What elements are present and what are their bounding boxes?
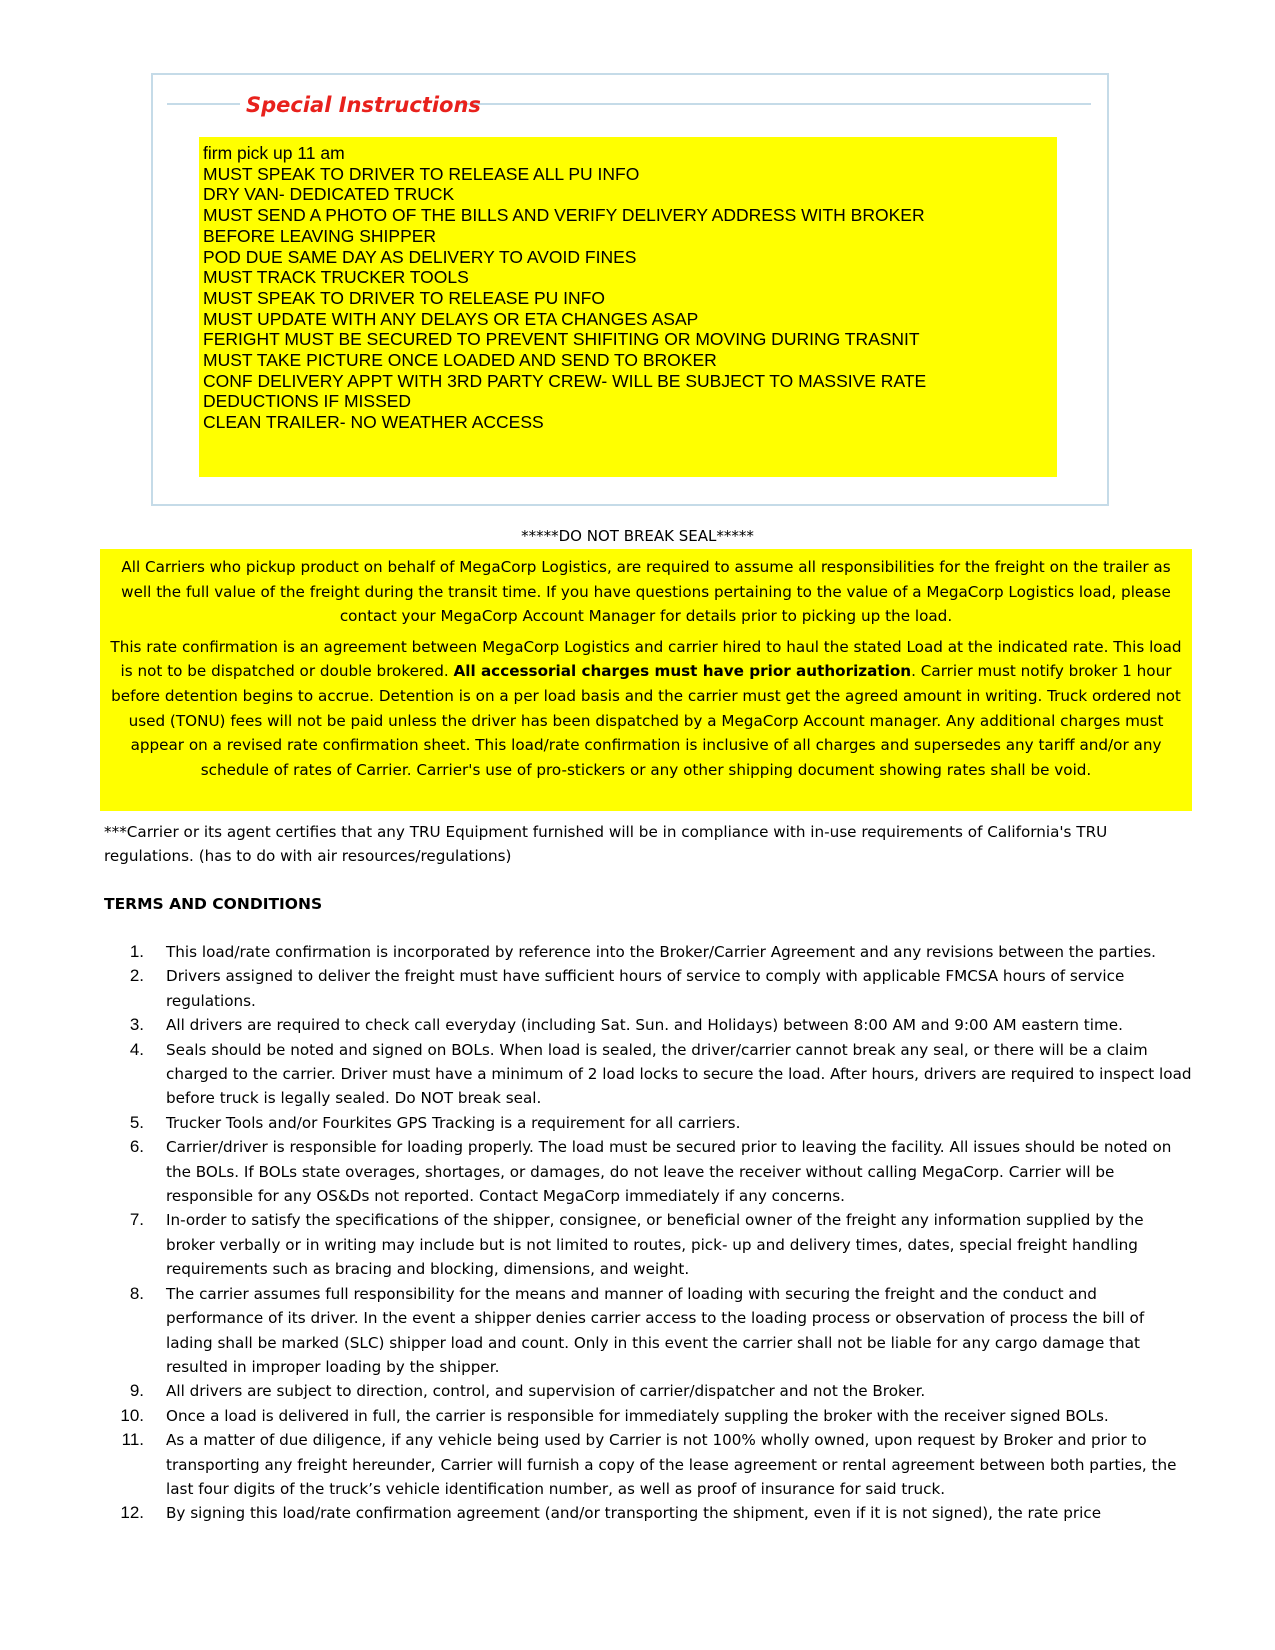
- terms-item-number: 7.: [129, 1210, 144, 1230]
- instruction-line: MUST TAKE PICTURE ONCE LOADED AND SEND TO BROKER: [203, 350, 717, 371]
- instruction-line: DEDUCTIONS IF MISSED: [203, 391, 412, 412]
- terms-item: [104, 964, 1194, 1013]
- instruction-line: FERIGHT MUST BE SECURED TO PREVENT SHIFITING OR MOVING DURING TRASNIT: [203, 329, 920, 350]
- terms-item-text: Trucker Tools and/or Fourkites GPS Tracking is a requirement for all carriers.: [166, 1113, 741, 1132]
- instruction-line: MUST SEND A PHOTO OF THE BILLS AND VERIFY DELIVERY ADDRESS WITH BROKER: [203, 205, 925, 226]
- instruction-line: MUST SPEAK TO DRIVER TO RELEASE ALL PU INFO: [203, 163, 640, 184]
- carrier-notice-box: [100, 549, 1192, 811]
- special-instructions-box: [199, 137, 1057, 477]
- terms-item-number: 6.: [129, 1137, 144, 1157]
- terms-list: [104, 940, 1194, 1526]
- terms-item-number: 9.: [129, 1381, 144, 1401]
- terms-item-text: By signing this load/rate confirmation agreement (and/or transporting the shipment, even if it is not signed), the rate price: [166, 1504, 1102, 1523]
- terms-item-text: All drivers are required to check call everyday (including Sat. Sun. and Holidays) between 8:00 AM and 9:00 AM eastern time.: [166, 1016, 1123, 1035]
- terms-item: [104, 1282, 1194, 1380]
- notice-paragraph: [108, 635, 1184, 783]
- accessorial-warning: All accessorial charges must have prior authorization: [453, 662, 912, 681]
- instruction-line: MUST UPDATE WITH ANY DELAYS OR ETA CHANGES ASAP: [203, 308, 699, 329]
- terms-item: [104, 1379, 1194, 1403]
- terms-item-text: Carrier/driver is responsible for loading properly. The load must be secured prior to leaving the facility. All issues should be noted on the BOLs. If BOLs state overages, shortages, or damages, do not leave the receiver without calling MegaCorp. Carrier will be responsible for any OS&Ds not reported. Contact MegaCorp immediately if any concerns.: [166, 1138, 1172, 1206]
- terms-item-number: 10.: [120, 1405, 144, 1425]
- terms-item-text: In-order to satisfy the specifications of the shipper, consignee, or beneficial owner of the freight any information supplied by the broker verbally or in writing may include but is not limited to routes, pick- up and delivery times, dates, special freight handling requirements such as bracing and blocking, dimensions, and weight.: [166, 1211, 1144, 1279]
- terms-item-text: Once a load is delivered in full, the carrier is responsible for immediately suppling the broker with the receiver signed BOLs.: [166, 1406, 1109, 1425]
- terms-heading: TERMS AND CONDITIONS: [104, 895, 323, 913]
- terms-item: [104, 940, 1194, 964]
- terms-item-number: 4.: [129, 1039, 144, 1059]
- terms-item-number: 1.: [129, 942, 144, 961]
- special-instructions-divider-left: [167, 103, 240, 105]
- instruction-line: CLEAN TRAILER- NO WEATHER ACCESS: [203, 412, 544, 433]
- terms-item-text: This load/rate confirmation is incorporated by reference into the Broker/Carrier Agreement and any revisions between the parties.: [166, 943, 1156, 961]
- terms-item-text: Drivers assigned to deliver the freight must have sufficient hours of service to comply with applicable FMCSA hours of service regulations.: [166, 967, 1125, 1010]
- instruction-line: MUST TRACK TRUCKER TOOLS: [203, 267, 469, 288]
- terms-item: [104, 1404, 1194, 1428]
- terms-item: [104, 1111, 1194, 1135]
- terms-item-number: 8.: [129, 1283, 144, 1303]
- terms-item: [104, 1038, 1194, 1111]
- special-instructions-divider-right: [458, 103, 1091, 105]
- terms-item: [104, 1013, 1194, 1037]
- terms-item-text: Seals should be noted and signed on BOLs. When load is sealed, the driver/carrier cannot break any seal, or there will be a claim charged to the carrier. Driver must have a minimum of 2 load locks to secure the load. After hours, drivers are required to inspect load before truck is legally sealed. Do NOT break seal.: [166, 1040, 1192, 1108]
- terms-item-number: 12.: [120, 1503, 144, 1523]
- instruction-line: firm pick up 11 am: [203, 143, 345, 163]
- instruction-line: POD DUE SAME DAY AS DELIVERY TO AVOID FINES: [203, 246, 637, 267]
- special-instructions-title: Special Instructions: [246, 93, 481, 117]
- terms-item-text: The carrier assumes full responsibility for the means and manner of loading with securing the freight and the conduct and performance of its driver. In the event a shipper denies carrier access to the loading process or observation of process the bill of lading shall be marked (SLC) shipper load and count. Only in this event the carrier shall not be liable for any cargo damage that resulted in improper loading by the shipper.: [166, 1284, 1145, 1376]
- terms-item: [104, 1208, 1194, 1281]
- notice-paragraph: All Carriers who pickup product on behalf of MegaCorp Logistics, are required to assume all responsibilities for the freight on the trailer as well the full value of the freight during the transit time. If you have questions pertaining to the value of a MegaCorp Logistics load, please contact your MegaCorp Account Manager for details prior to picking up the load.: [121, 558, 1171, 626]
- instruction-line: BEFORE LEAVING SHIPPER: [203, 225, 437, 246]
- tru-certification-note: ***Carrier or its agent certifies that any TRU Equipment furnished will be in compliance with in-use requirements of California's TRU regulations. (has to do with air resources/regulations): [104, 823, 1108, 865]
- instruction-line: DRY VAN- DEDICATED TRUCK: [203, 184, 455, 205]
- terms-item-number: 11.: [121, 1430, 144, 1450]
- notice-text: This rate confirmation is an agreement between MegaCorp Logistics and carrier hired to haul the stated Load at the indicated rate. This load is not to be dispatched or double brokered.: [110, 637, 1182, 681]
- terms-item-number: 5.: [129, 1112, 144, 1132]
- terms-item-text: All drivers are subject to direction, control, and supervision of carrier/dispatcher and not the Broker.: [166, 1382, 926, 1401]
- notice-text: . Carrier must notify broker 1 hour before detention begins to accrue. Detention is on a per load basis and the carrier must get the agreed amount in writing. Truck ordered not used (TONU) fees will not be paid unless the driver has been dispatched by a MegaCorp Account manager. Any additional charges must appear on a revised rate confirmation sheet. This load/rate confirmation is inclusive of all charges and supersedes any tariff and/or any schedule of rates of Carrier. Carrier's use of pro-stickers or any other shipping document showing rates shall be void.: [111, 662, 1181, 779]
- terms-item-text: As a matter of due diligence, if any vehicle being used by Carrier is not 100% wholly owned, upon request by Broker and prior to transporting any freight hereunder, Carrier will furnish a copy of the lease agreement or rental agreement between both parties, the last four digits of the truck’s vehicle identification number, as well as proof of insurance for said truck.: [166, 1431, 1177, 1498]
- terms-item: [104, 1501, 1194, 1525]
- terms-item-number: 3.: [129, 1015, 144, 1035]
- terms-item: [104, 1135, 1194, 1208]
- instruction-line: MUST SPEAK TO DRIVER TO RELEASE PU INFO: [203, 287, 605, 308]
- seal-notice: *****DO NOT BREAK SEAL*****: [521, 527, 754, 545]
- terms-item-number: 2.: [129, 966, 144, 986]
- instruction-line: CONF DELIVERY APPT WITH 3RD PARTY CREW- WILL BE SUBJECT TO MASSIVE RATE: [203, 370, 927, 391]
- terms-item: [104, 1428, 1194, 1501]
